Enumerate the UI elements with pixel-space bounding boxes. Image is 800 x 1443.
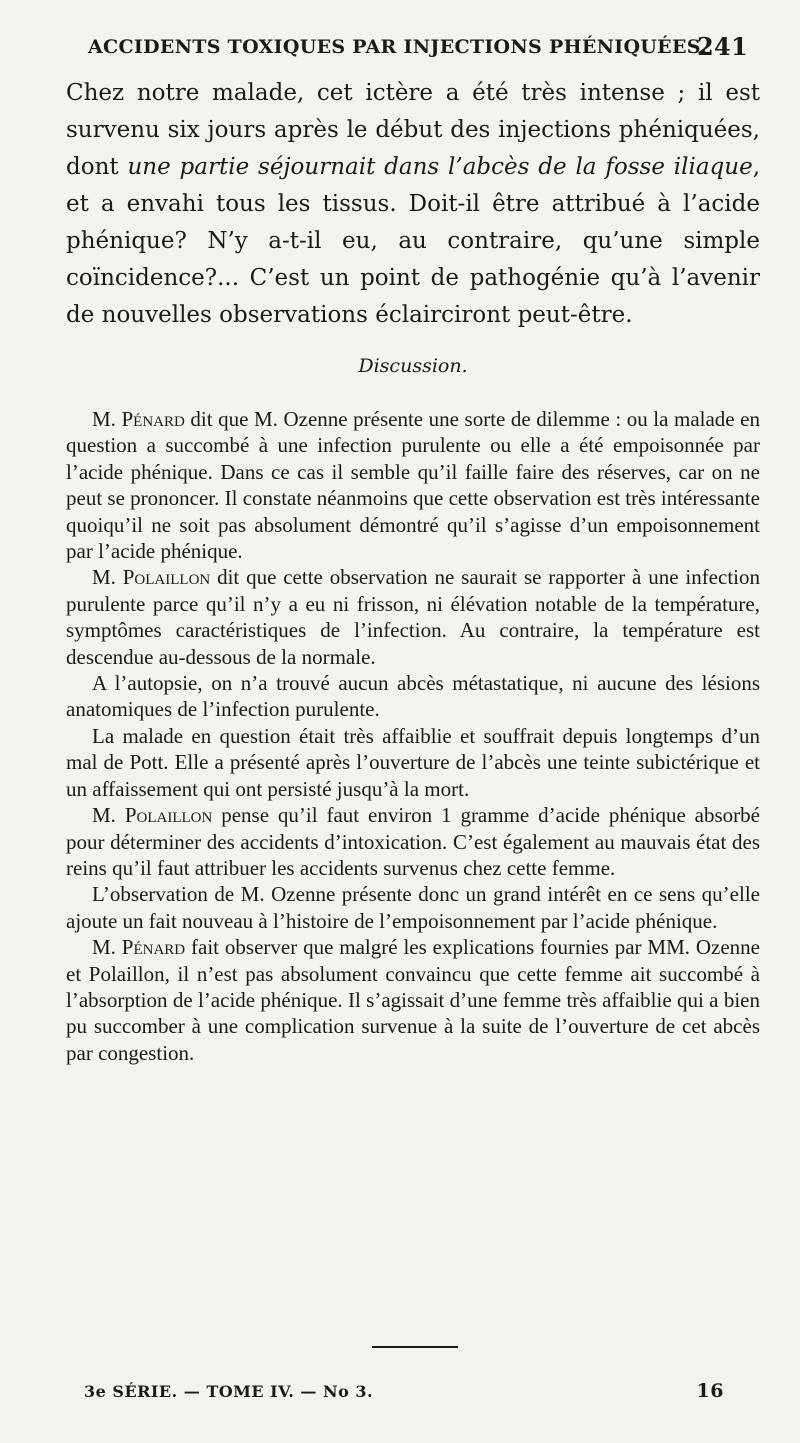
discussion-paragraph — [66, 406, 760, 564]
discussion-paragraph — [66, 934, 760, 1066]
signature-number: 16 — [696, 1380, 724, 1402]
intro-italic-phrase: une partie séjournait dans l’abcès de la fosse iliaque — [127, 154, 753, 180]
discussion-paragraph — [66, 881, 760, 934]
main-text — [66, 75, 760, 1066]
intro-paragraph — [66, 75, 760, 334]
running-head-title: ACCIDENTS TOXIQUES PAR INJECTIONS PHÉNIQUÉES. — [88, 36, 707, 58]
section-rule — [372, 1346, 458, 1348]
running-head — [88, 32, 748, 61]
paragraph-text: dit que cette observation ne saurait se rapporter à une infection purulente parce qu’il n’y a eu ni frisson, ni élévation notable de la température, symptômes caractéristiques de l’infection. Au contraire, la température est descendue au-dessous de la normale. — [66, 565, 760, 669]
speaker-name: M. Polaillon — [92, 803, 213, 828]
discussion-paragraph — [66, 564, 760, 670]
page-footer — [84, 1382, 724, 1401]
paragraph-text: pense qu’il faut environ 1 gramme d’acide phénique absorbé pour déterminer des accidents d’intoxication. C’est également au mauvais état des reins qu’il faut attribuer les accidents survenus chez cette femme. — [66, 803, 760, 880]
page-number: 241 — [697, 32, 748, 61]
paragraph-text: A l’autopsie, on n’a trouvé aucun abcès métastatique, ni aucune des lésions anatomiques de l’infection purulente. — [66, 671, 760, 722]
paragraph-text: fait observer que malgré les explications fournies par MM. Ozenne et Polaillon, il n’est pas absolument convaincu que cette femme ait succombé à l’absorption de l’acide phénique. Il s’agissait d’une femme très affaiblie qui a bien pu succomber à une complication survenue à la suite de l’ouverture de cet abcès par congestion. — [66, 935, 760, 1065]
speaker-name: M. Pénard — [92, 935, 186, 960]
volume-info: 3e SÉRIE. — TOME IV. — No 3. — [84, 1382, 374, 1401]
speaker-name: M. Pénard — [92, 407, 185, 431]
paragraph-text: La malade en question était très affaiblie et souffrait depuis longtemps d’un mal de Pott. Elle a présenté après l’ouverture de l’abcès une teinte subictérique et un affaissement qui ont persisté jusqu’à la mort. — [66, 723, 760, 801]
discussion-paragraph — [66, 802, 760, 881]
discussion-text — [66, 406, 760, 1066]
discussion-paragraph — [66, 670, 760, 723]
section-heading: Discussion. — [358, 355, 468, 377]
intro-text-1: Chez notre malade, cet ictère a été très intense ; il est survenu six jours après le début des injections phéniquées, dont — [66, 80, 760, 180]
speaker-name: M. Polaillon — [92, 565, 211, 590]
paragraph-text: dit que M. Ozenne présente une sorte de dilemme : ou la malade en question a succombé à une infection purulente ou elle a été empoisonnée par l’acide phénique. Dans ce cas il semble qu’il faille faire des réserves, car on ne peut se prononcer. Il constate néanmoins que cette observation est très intéressante quoiqu’il ne soit pas absolument démontré qu’il s’agisse d’un empoisonnement par l’acide phénique. — [66, 407, 760, 564]
intro-text-2: , et a envahi tous les tissus. Doit-il être attribué à l’acide phénique? N’y a-t-il eu, au contraire, qu’une simple coïncidence?... C’est un point de pathogénie qu’à l’avenir de nouvelles observations éclairciront peut-être. — [66, 154, 760, 328]
discussion-paragraph — [66, 723, 760, 802]
paragraph-text: L’observation de M. Ozenne présente donc un grand intérêt en ce sens qu’elle ajoute un fait nouveau à l’histoire de l’empoisonnement par l’acide phénique. — [66, 882, 760, 933]
